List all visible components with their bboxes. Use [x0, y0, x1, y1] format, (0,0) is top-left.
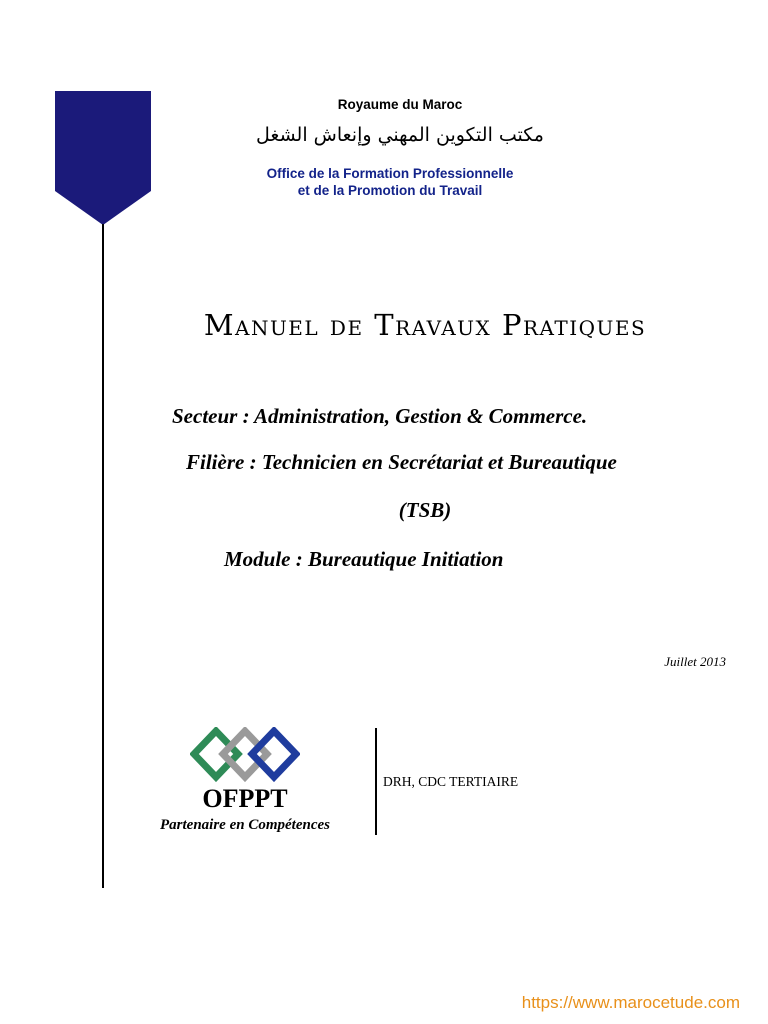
office-name-line1: Office de la Formation Professionnelle [266, 166, 514, 181]
logo-name: OFPPT [202, 784, 288, 813]
department-label: DRH, CDC TERTIAIRE [383, 774, 519, 789]
acronym-line: (TSB) [398, 498, 452, 522]
filiere-line: Filière : Technicien en Secrétariat et Bureautique [186, 450, 617, 474]
logo-tagline: Partenaire en Compétences [160, 817, 330, 833]
arabic-office-name: مكتب التكوين المهني وإنعاش الشغل [256, 124, 544, 146]
kingdom-label: Royaume du Maroc [337, 97, 463, 112]
sector-line: Secteur : Administration, Gestion & Commerce. [172, 404, 588, 428]
office-name-line2: et de la Promotion du Travail [297, 183, 483, 198]
ofppt-logo-icon [190, 727, 300, 785]
banner-shape [55, 91, 151, 225]
vertical-line [102, 224, 104, 888]
date-label: Juillet 2013 [664, 654, 726, 669]
vertical-divider [375, 728, 377, 835]
website-link[interactable]: https://www.marocetude.com [521, 993, 740, 1012]
module-line: Module : Bureautique Initiation [224, 547, 504, 571]
document-title: Manuel de Travaux Pratiques [203, 308, 647, 342]
